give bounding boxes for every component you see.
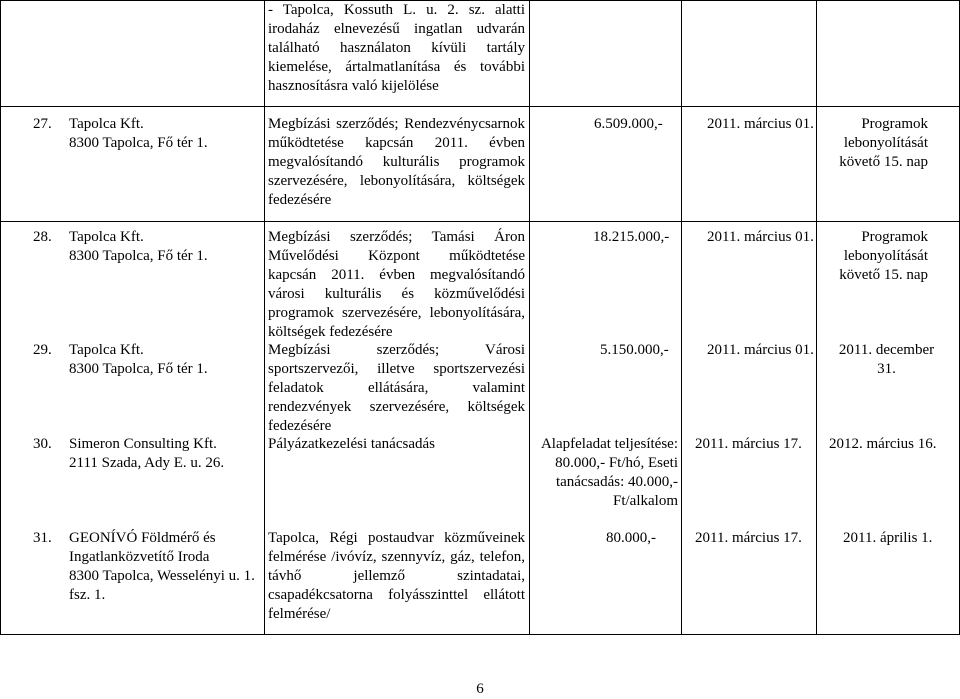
party-name: Tapolca Kft. <box>69 342 144 358</box>
end-date: 2011. április 1. <box>843 530 933 546</box>
contract-amount: 5.150.000,- <box>600 342 669 358</box>
contract-amount: 80.000,- <box>606 530 656 546</box>
start-date: 2011. március 01. <box>707 229 814 245</box>
contract-subject: Pályázatkezelési tanácsadás <box>268 436 435 452</box>
row-number: 28. <box>33 229 52 245</box>
start-date: 2011. március 17. <box>695 530 802 546</box>
row-number: 27. <box>33 116 52 132</box>
column-divider <box>264 0 265 635</box>
contract-subject: Megbízási szerződés; Városi sportszervezői, illetve sportszervezési feladatok ellátására, valamint rendezvények szervezésére, költségek fedezésére <box>268 342 525 434</box>
party-name: Tapolca Kft. <box>69 229 144 245</box>
party-name: Simeron Consulting Kft. <box>69 436 217 452</box>
contract-subject: Megbízási szerződés; Tamási Áron Művelődési Központ működtetése kapcsán 2011. évben megvalósítandó városi kulturális és közművelődési programok szervezésére, lebonyolítására, költségek fedezésére <box>268 229 525 340</box>
end-date: 2011. december 31. <box>838 342 935 377</box>
continuation-subject: - Tapolca, Kossuth L. u. 2. sz. alatti irodaház elnevezésű ingatlan udvarán található használaton kívüli tartály kiemelése, ártalmatlanítása és további hasznosításra való kijelölése <box>268 2 525 94</box>
column-divider <box>681 0 682 635</box>
party-address: 8300 Tapolca, Fő tér 1. <box>69 361 208 377</box>
row-number: 30. <box>33 436 52 452</box>
party-address: 8300 Tapolca, Fő tér 1. <box>69 135 208 151</box>
contract-amount: 18.215.000,- <box>593 229 670 245</box>
end-date: Programok lebonyolítását követő 15. nap <box>839 229 928 283</box>
party-address: 8300 Tapolca, Fő tér 1. <box>69 248 208 264</box>
row-number: 31. <box>33 530 52 546</box>
party-address: 2111 Szada, Ady E. u. 26. <box>69 455 225 471</box>
end-date: Programok lebonyolítását követő 15. nap <box>839 116 928 170</box>
start-date: 2011. március 01. <box>707 342 814 358</box>
column-divider <box>529 0 530 635</box>
contract-amount: 6.509.000,- <box>594 116 663 132</box>
party-name: GEONÍVÓ Földmérő és Ingatlanközvetítő Iroda <box>69 530 216 565</box>
page-number: 6 <box>476 681 484 697</box>
contract-subject: Tapolca, Régi postaudvar közműveinek felmérése /ivóvíz, szennyvíz, gáz, telefon, távhő jellemző szintadatai, csapadékcsatorna folyásszinttel ellátott felmérése/ <box>268 530 525 622</box>
party-address: 8300 Tapolca, Wesselényi u. 1. fsz. 1. <box>69 568 255 603</box>
contract-amount: Alapfeladat teljesítése: 80.000,- Ft/hó, Eseti tanácsadás: 40.000,- Ft/alkalom <box>540 436 678 509</box>
column-divider <box>816 0 817 635</box>
party-name: Tapolca Kft. <box>69 116 144 132</box>
row-number: 29. <box>33 342 52 358</box>
start-date: 2011. március 17. <box>695 436 802 452</box>
column-divider <box>0 0 1 635</box>
start-date: 2011. március 01. <box>707 116 814 132</box>
end-date: 2012. március 16. <box>829 436 937 452</box>
contract-subject: Megbízási szerződés; Rendezvénycsarnok működtetése kapcsán 2011. évben megvalósítandó kulturális programok szervezésére, lebonyolítására, költségek fedezésére <box>268 116 525 208</box>
